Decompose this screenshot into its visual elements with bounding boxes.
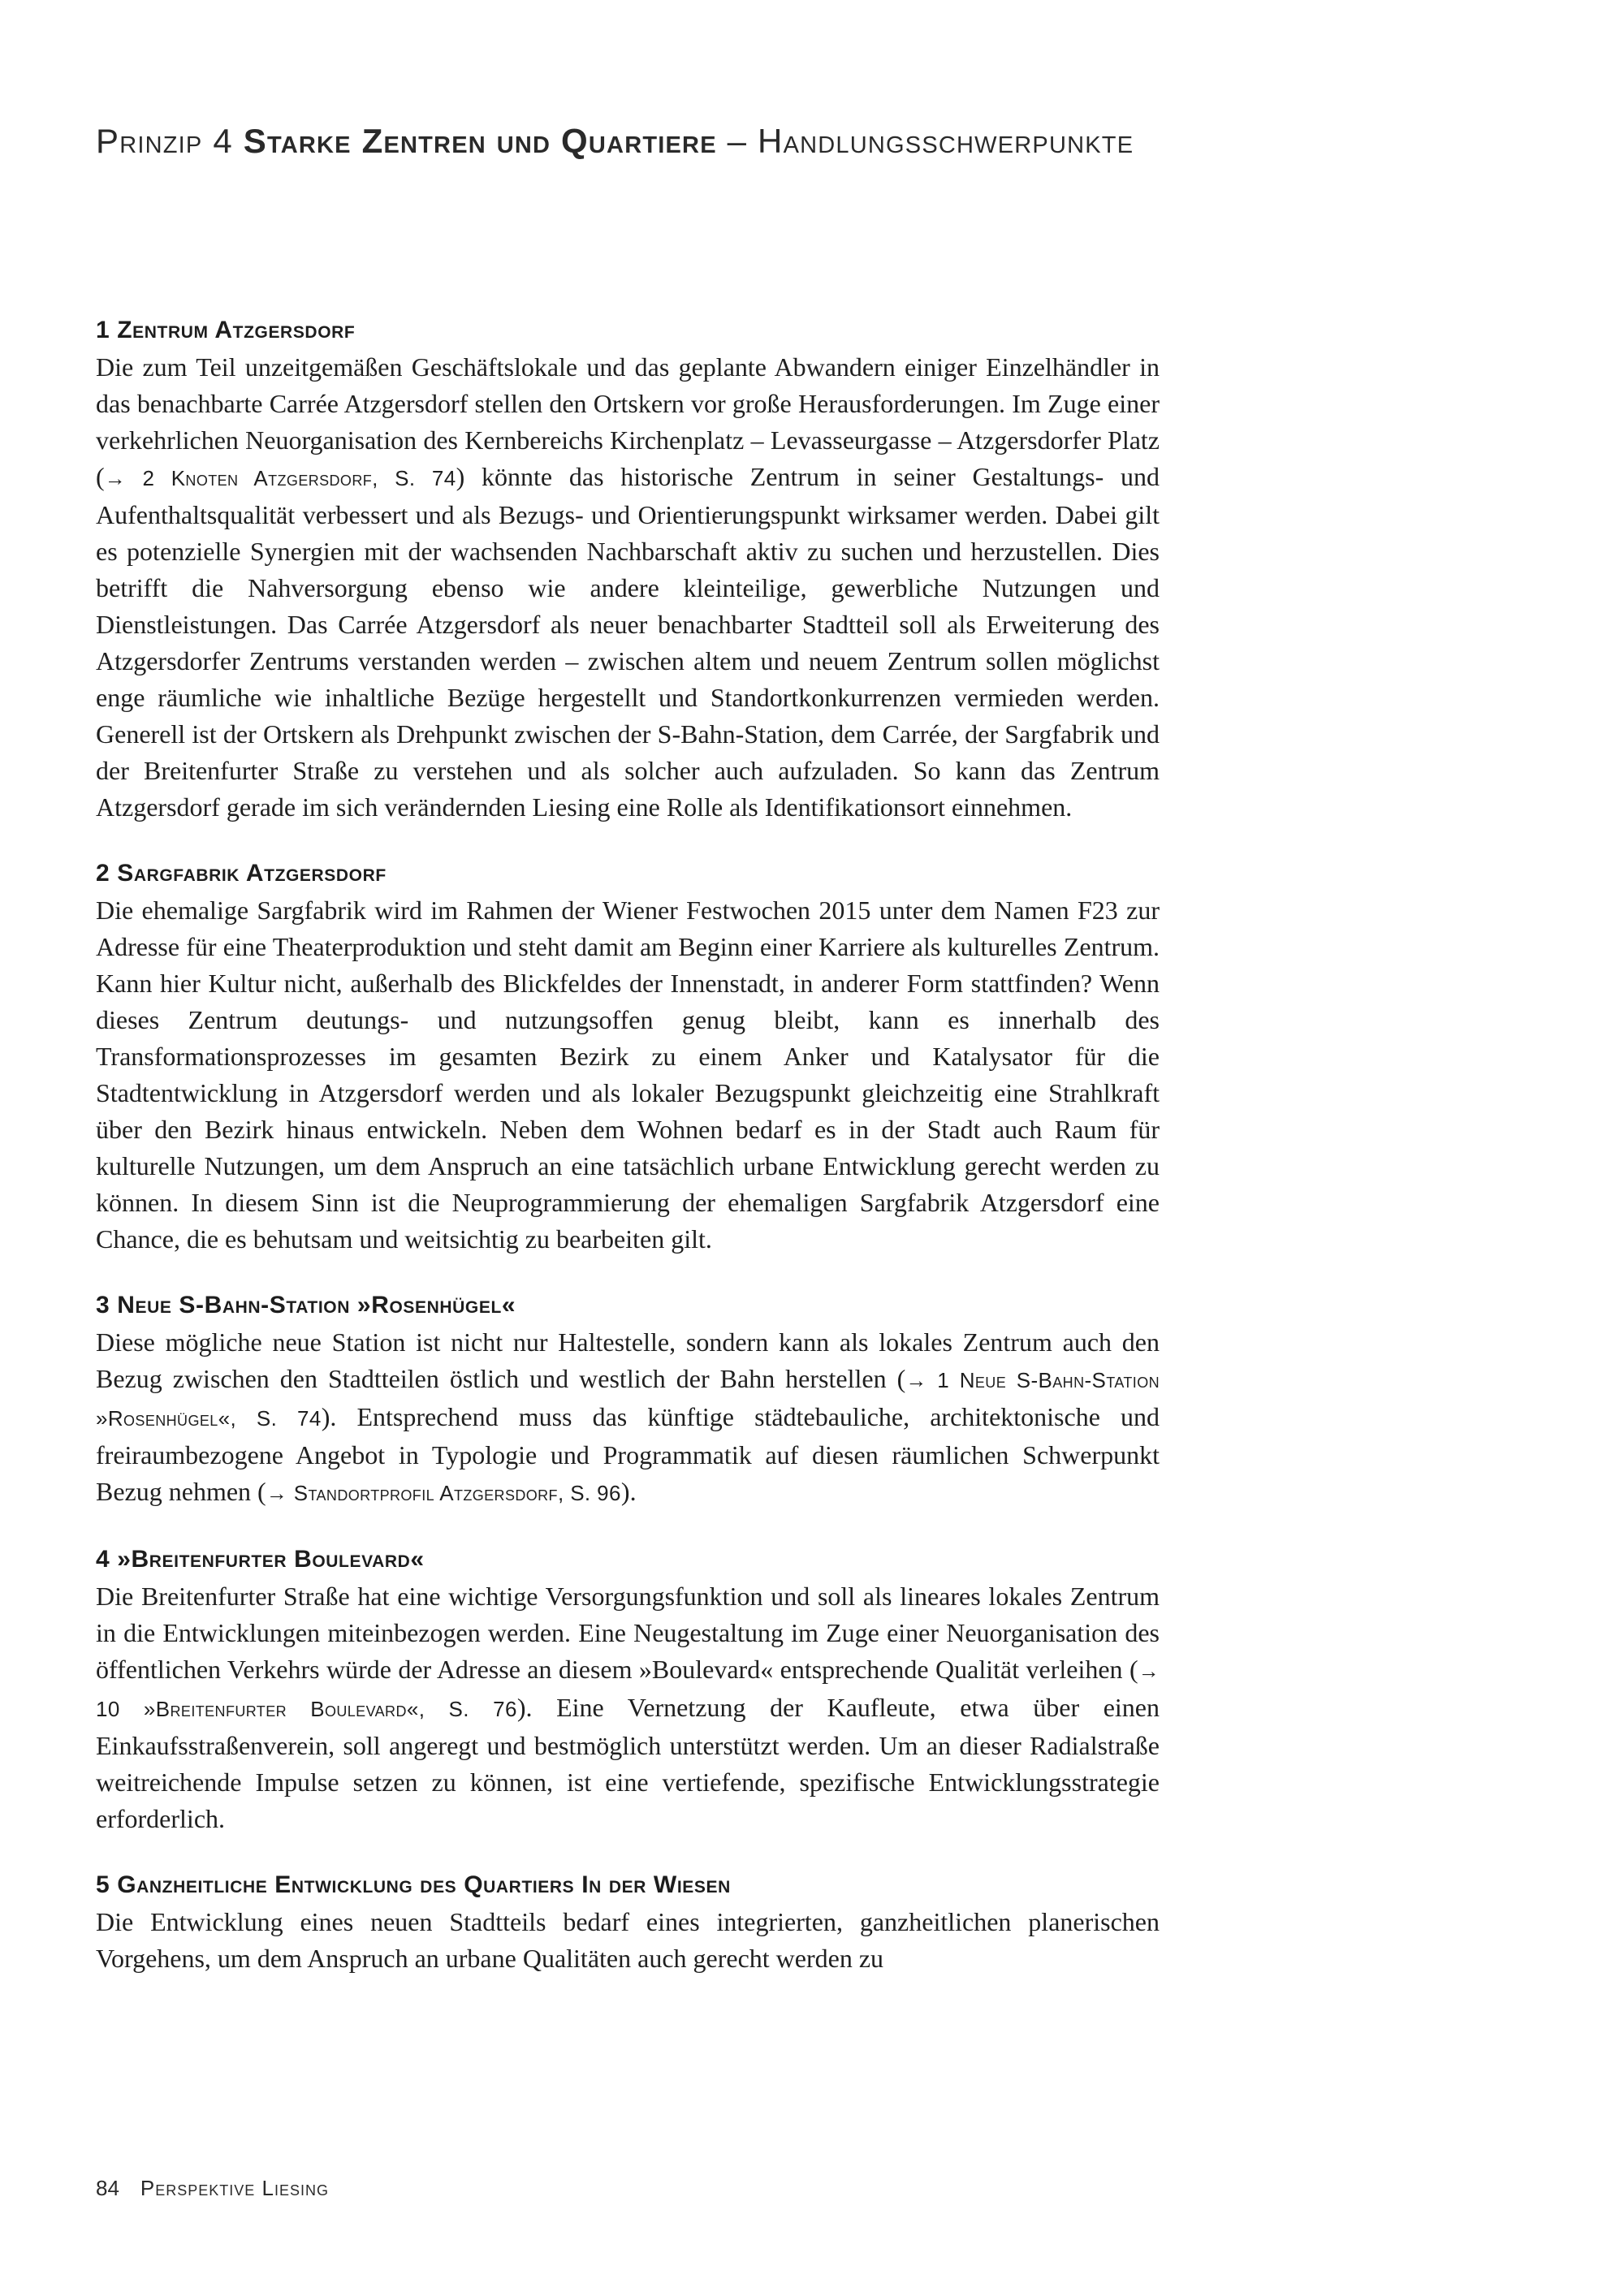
section-title: 1 Zentrum Atzgersdorf bbox=[96, 317, 356, 343]
section-zentrum-atzgersdorf bbox=[96, 312, 1160, 826]
section-breitenfurter-boulevard bbox=[96, 1541, 1160, 1837]
section-body: Die Breitenfurter Straße hat eine wichtige Versorgungsfunktion und soll als lineares lokales Zentrum in die Entwicklungen miteinbezogen werden. Eine Neugestaltung im Zuge einer Neuorganisation des öffentlichen Verkehrs würde der Adresse an diesem »Boulevard« entsprechende Qualität verleihen (→ 10 »Breitenfurter Boulevard«, S. 76). Eine Vernetzung der Kaufleute, etwa über einen Einkaufsstraßenverein, soll angeregt und bestmöglich unterstützt werden. Um an dieser Radialstraße weitreichende Impulse setzen zu können, ist eine vertiefende, spezifische Entwicklungsstrategie erforderlich. bbox=[96, 1582, 1160, 1833]
main-content bbox=[96, 312, 1160, 2006]
section-in-der-wiesen bbox=[96, 1867, 1160, 1977]
section-s-bahn-station bbox=[96, 1287, 1160, 1512]
section-body: Die zum Teil unzeitgemäßen Geschäftslokale und das geplante Abwandern einiger Einzelhändler in das benachbarte Carrée Atzgersdorf stellen den Ortskern vor große Herausforderungen. Im Zuge einer verkehrlichen Neuorganisation des Kernbereichs Kirchenplatz – Levasseurgasse – Atzgersdorfer Platz (→ 2 Knoten Atzgersdorf, S. 74) könnte das historische Zentrum in seiner Gestaltungs- und Aufenthaltsqualität verbessert und als Bezugs- und Orientierungspunkt wirksamer werden. Dabei gilt es potenzielle Synergien mit der wachsenden Nachbarschaft aktiv zu suchen und herzustellen. Dies betrifft die Nahversorgung ebenso wie andere kleinteilige, gewerbliche Nutzungen und Dienstleistungen. Das Carrée Atzgersdorf als neuer benachbarter Stadtteil soll als Erweiterung des Atzgersdorfer Zentrums verstanden werden – zwischen altem und neuem Zentrum sollen möglichst enge räumliche wie inhaltliche Bezüge hergestellt und Standortkonkurrenzen vermieden werden. Generell ist der Ortskern als Drehpunkt zwischen der S-Bahn-Station, dem Carrée, der Sargfabrik und der Breitenfurter Straße zu verstehen und als solcher auch aufzuladen. So kann das Zentrum Atzgersdorf gerade im sich verändernden Liesing eine Rolle als Identifikationsort einnehmen. bbox=[96, 352, 1160, 822]
cross-reference: → 1 Neue S-Bahn-Station »Rosenhügel«, S. 74 bbox=[96, 1368, 1160, 1431]
section-body: Diese mögliche neue Station ist nicht nur Haltestelle, sondern kann als lokales Zentrum auch den Bezug zwischen den Stadtteilen östlich und westlich der Bahn herstellen (→ 1 Neue S-Bahn-Station »Rosenhügel«, S. 74). Entsprechend muss das künftige städtebauliche, architektonische und freiraumbezogene Angebot in Typologie und Programmatik auf diesen räumlichen Schwerpunkt Bezug nehmen (→ Standortprofil Atzgersdorf, S. 96). bbox=[96, 1327, 1160, 1506]
section-title: 4 »Breitenfurter Boulevard« bbox=[96, 1546, 425, 1573]
cross-reference: → 10 »Breitenfurter Boulevard«, S. 76 bbox=[96, 1659, 1160, 1721]
section-body: Die ehemalige Sargfabrik wird im Rahmen der Wiener Festwochen 2015 unter dem Namen F23 zur Adresse für eine Theaterproduktion und steht damit am Beginn einer Karriere als kulturelles Zentrum. Kann hier Kultur nicht, außerhalb des Blickfeldes der Innenstadt, in anderer Form stattfinden? Wenn dieses Zentrum deutungs- und nutzungsoffen genug bleibt, kann es innerhalb des Transformationsprozesses im gesamten Bezirk zu einem Anker und Katalysator für die Stadtentwicklung in Atzgersdorf werden und als lokaler Bezugspunkt gleichzeitig eine Strahlkraft über den Bezirk hinaus entwickeln. Neben dem Wohnen bedarf es in der Stadt auch Raum für kulturelle Nutzungen, um dem Anspruch an eine tatsächlich urbane Entwicklung gerecht werden zu können. In diesem Sinn ist die Neuprogrammierung der ehemaligen Sargfabrik Atzgersdorf eine Chance, die es behutsam und weitsichtig zu bearbeiten gilt. bbox=[96, 896, 1160, 1254]
section-title: 5 Ganzheitliche Entwicklung des Quartiers In der Wiesen bbox=[96, 1871, 731, 1898]
page-header bbox=[96, 122, 1541, 161]
publication-title: Perspektive Liesing bbox=[140, 2176, 329, 2200]
header-suffix: – Handlungsschwerpunkte bbox=[727, 122, 1134, 160]
section-title: 2 Sargfabrik Atzgersdorf bbox=[96, 860, 387, 887]
cross-reference: → Standortprofil Atzgersdorf, S. 96 bbox=[266, 1481, 621, 1505]
section-title: 3 Neue S-Bahn-Station »Rosenhügel« bbox=[96, 1292, 516, 1318]
header-prefix: Prinzip 4 bbox=[96, 122, 233, 160]
page-footer bbox=[96, 2176, 329, 2201]
cross-reference: → 2 Knoten Atzgersdorf, S. 74 bbox=[104, 466, 456, 490]
page-number: 84 bbox=[96, 2176, 119, 2200]
header-title: Starke Zentren und Quartiere bbox=[243, 122, 717, 160]
section-body: Die Entwicklung eines neuen Stadtteils bedarf eines integrierten, ganzheitlichen planerischen Vorgehens, um dem Anspruch an urbane Qualitäten auch gerecht werden zu bbox=[96, 1907, 1160, 1973]
section-sargfabrik bbox=[96, 855, 1160, 1258]
